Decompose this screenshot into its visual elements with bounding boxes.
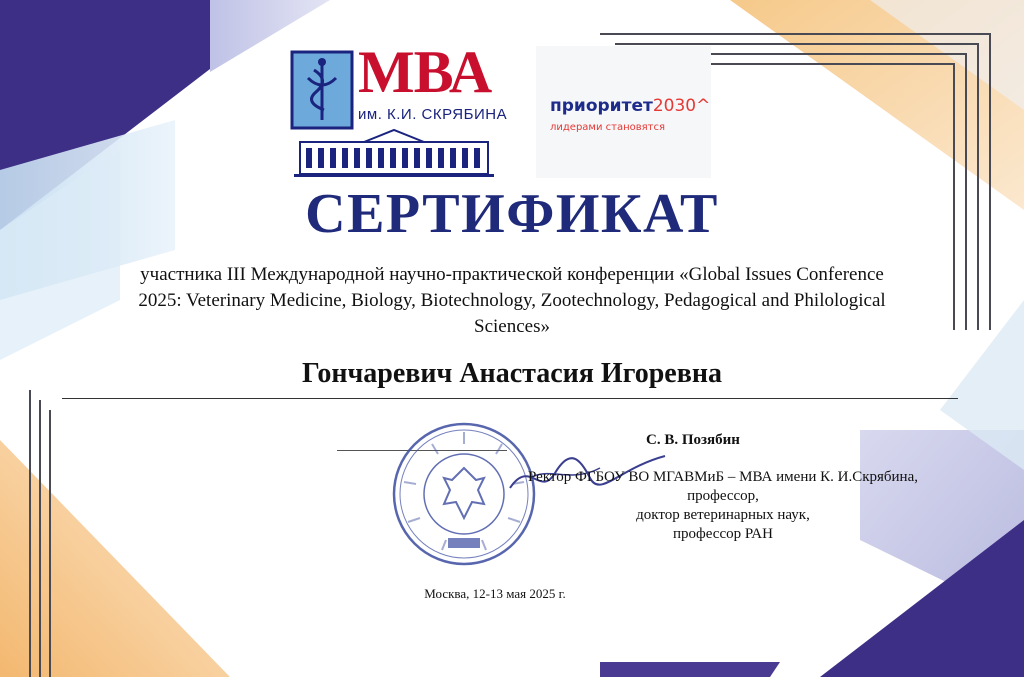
recipient-underline [62,398,958,399]
role-line-1: Ректор ФГБОУ ВО МГАВМиБ – МВА имени К. И.Скрябина, [527,469,918,485]
mba-subtitle: им. К.И. СКРЯБИНА [358,106,508,123]
certificate-description [60,262,964,340]
description-line-2: 2025: Veterinary Medicine, Biology, Biotechnology, Zootechnology, Pedagogical and Philological [138,290,886,311]
caduceus-bowl-icon [290,50,354,130]
mba-wordmark: МВА [358,39,492,105]
corner-peach-bottom-left [0,440,230,677]
priority-2030-logo [536,46,711,178]
role-line-4: профессор РАН [673,526,773,542]
recipient-name: Гончаревич Анастасия Игоревна [302,358,722,389]
priority-wordmark [550,96,710,116]
purple-bottom-bar [600,662,780,677]
signatory-role [505,468,941,544]
priority-word: приоритет [550,96,653,116]
priority-tagline: лидерами становятся [550,122,666,133]
place-and-date: Москва, 12-13 мая 2025 г. [424,586,566,601]
role-line-2: профессор, [687,488,759,504]
signatory-name: С. В. Позябин [646,432,740,448]
mba-logo [290,39,508,178]
priority-number: 2030^ [652,96,711,116]
role-line-3: доктор ветеринарных наук, [636,507,810,523]
description-line-3: Sciences» [474,316,550,337]
description-line-1: участника III Международной научно-практической конференции «Global Issues Conference [140,264,884,285]
academy-building-icon [294,128,494,178]
certificate-title: СЕРТИФИКАТ [305,183,719,245]
